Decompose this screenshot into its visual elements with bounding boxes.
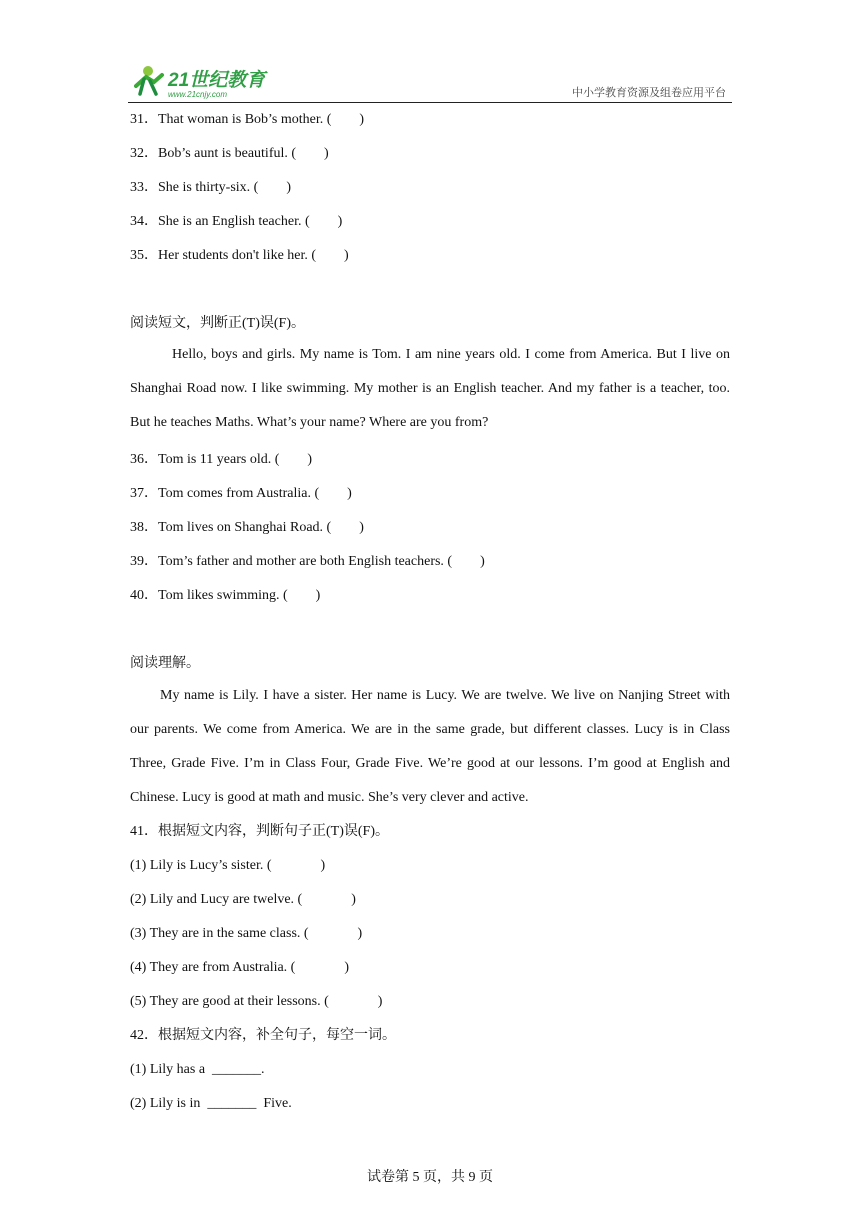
question-36: 36．Tom is 11 years old. ( ) <box>130 452 313 467</box>
question-38: 38．Tom lives on Shanghai Road. ( ) <box>130 520 364 535</box>
question-41-item-5: (5) They are good at their lessons. ( ) <box>130 994 383 1009</box>
page-footer: 试卷第 5 页，共 9 页 <box>367 1170 493 1185</box>
question-31: 31．That woman is Bob’s mother. ( ) <box>130 112 365 127</box>
question-41-item-3: (3) They are in the same class. ( ) <box>130 926 363 941</box>
question-41-title: 41．根据短文内容，判断句子正(T)误(F)。 <box>130 824 389 839</box>
brand-tagline: 中小学教育资源及组卷应用平台 <box>572 86 726 99</box>
reading-passage-tom: Hello, boys and girls. My name is Tom. I am nine years old. I come from America. But I live on Shanghai Road now. I like swimming. My mother is an English teacher. And my father is a teacher, too. But he teaches Maths. What’s your name? Where are you from? <box>130 347 730 430</box>
question-34: 34．She is an English teacher. ( ) <box>130 214 343 229</box>
question-41-item-2: (2) Lily and Lucy are twelve. ( ) <box>130 892 356 907</box>
question-41-item-4: (4) They are from Australia. ( ) <box>130 960 350 975</box>
logo-icon <box>128 62 268 100</box>
question-40: 40．Tom likes swimming. ( ) <box>130 588 321 603</box>
question-41-item-1: (1) Lily is Lucy’s sister. ( ) <box>130 858 326 873</box>
svg-text:21世纪教育: 21世纪教育 <box>168 70 266 91</box>
question-37: 37．Tom comes from Australia. ( ) <box>130 486 352 501</box>
question-42-item-1: (1) Lily has a _______. <box>130 1062 265 1077</box>
page-header <box>128 62 732 103</box>
section-instruction-tf: 阅读短文，判断正(T)误(F)。 <box>130 316 305 331</box>
question-42-item-2: (2) Lily is in _______ Five. <box>130 1096 292 1111</box>
question-33: 33．She is thirty-six. ( ) <box>130 180 291 195</box>
question-42-title: 42．根据短文内容，补全句子，每空一词。 <box>130 1028 396 1043</box>
reading-passage-lily: My name is Lily. I have a sister. Her name is Lucy. We are twelve. We live on Nanjing Street with our parents. We come from America. We are in the same grade, but different classes. Lucy is in Class Three, Grade Five. I’m in Class Four, Grade Five. We’re good at our lessons. I’m good at English and Chinese. Lucy is good at math and music. She’s very clever and active. <box>130 688 730 805</box>
svg-text:www.21cnjy.com: www.21cnjy.com <box>168 90 227 99</box>
question-32: 32．Bob’s aunt is beautiful. ( ) <box>130 146 329 161</box>
section-instruction-reading: 阅读理解。 <box>130 656 200 671</box>
question-39: 39．Tom’s father and mother are both English teachers. ( ) <box>130 554 485 569</box>
question-35: 35．Her students don't like her. ( ) <box>130 248 349 263</box>
